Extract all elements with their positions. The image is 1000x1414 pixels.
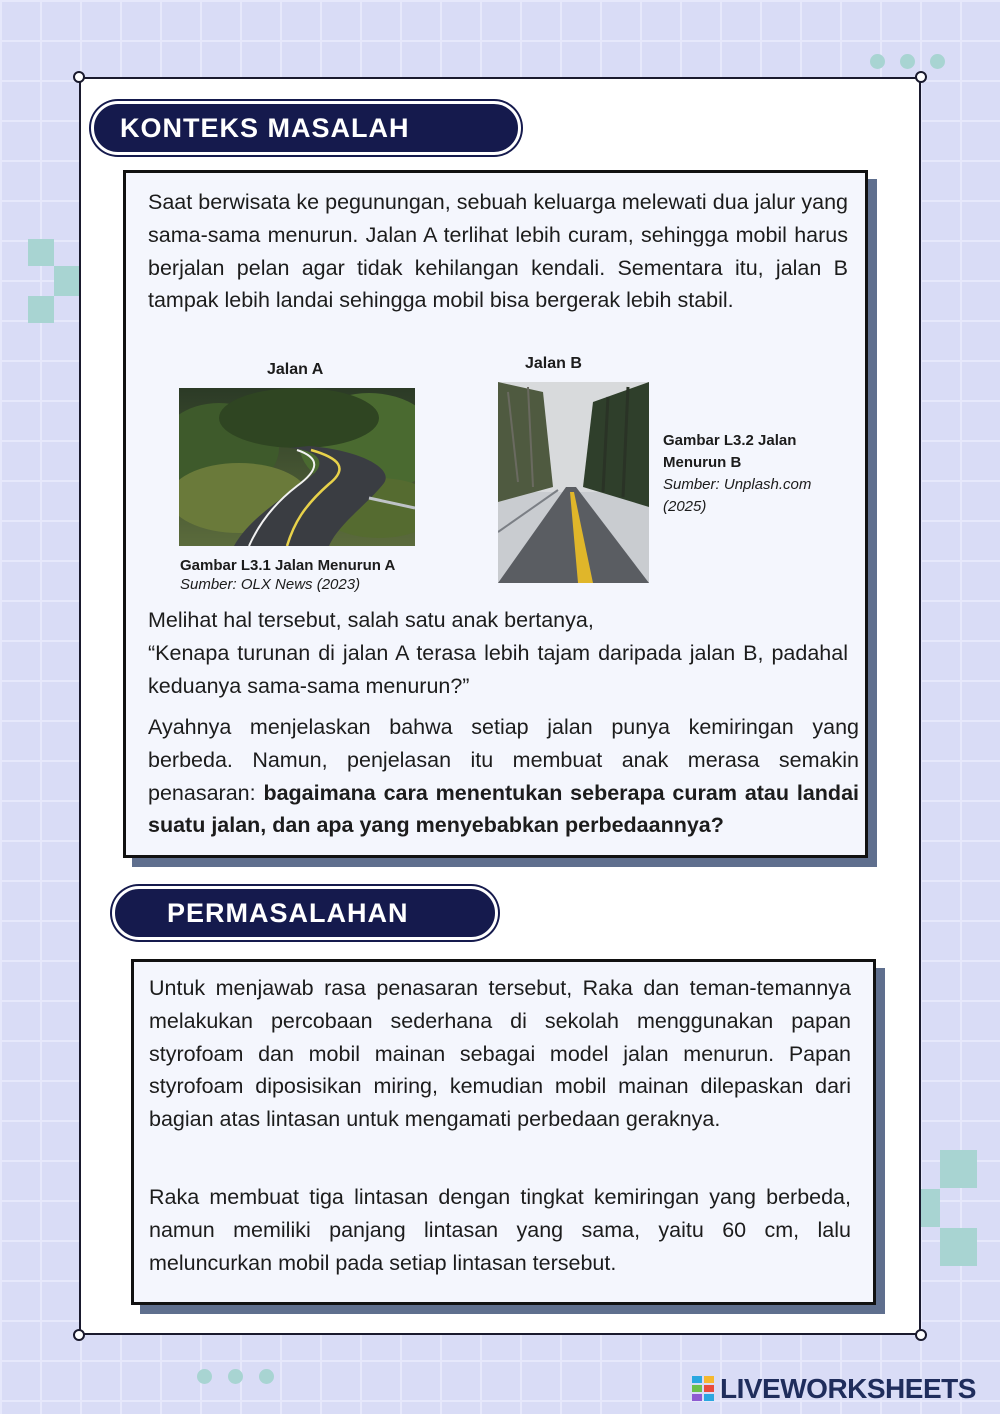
section-heading-text: KONTEKS MASALAH [120, 112, 410, 143]
decor-dot [930, 54, 945, 69]
section-heading-context [91, 101, 521, 155]
figure-a-caption-source: Sumber: OLX News (2023) [180, 576, 361, 593]
figure-a-label: Jalan A [267, 361, 324, 378]
explanation-text [148, 711, 859, 842]
explanation-bold: bagaimana cara menentukan seberapa curam atau landai suatu jalan, dan apa yang menyebabkan perbedaannya? [148, 780, 859, 838]
frame-corner [73, 71, 85, 83]
problem-paragraph-2: Raka membuat tiga lintasan dengan tingkat kemiringan yang berbeda, namun memiliki panjang lintasan yang sama, yaitu 60 cm, lalu meluncurkan mobil pada setiap lintasan tersebut. [149, 1185, 851, 1275]
figure-b-caption-source: Sumber: Unplash.com (2025) [663, 476, 812, 515]
frame-corner [915, 71, 927, 83]
decor-dot [259, 1369, 274, 1384]
decor-dot [900, 54, 915, 69]
decor-square [940, 1228, 977, 1266]
liveworksheets-logo[interactable] [692, 1374, 976, 1404]
figure-b-label: Jalan B [525, 355, 582, 372]
section-heading-text: PERMASALAHAN [167, 897, 409, 928]
question-intro-text: Melihat hal tersebut, salah satu anak bertanya, [148, 608, 594, 632]
road-b-image [498, 382, 649, 583]
figure-a-caption-title: Gambar L3.1 Jalan Menurun A [180, 557, 396, 574]
section-heading-problem [112, 886, 498, 940]
decor-square [921, 1189, 940, 1227]
decor-dot [228, 1369, 243, 1384]
figure-a-caption [180, 556, 440, 594]
frame-corner [915, 1329, 927, 1341]
figure-b-caption [663, 430, 843, 518]
liveworksheets-icon [692, 1376, 716, 1402]
explanation-plain: Ayahnya menjelaskan bahwa setiap jalan punya kemiringan yang berbeda. Namun, penjelasan itu membuat anak merasa semakin penasaran: [148, 715, 859, 805]
road-a-image [179, 388, 415, 546]
frame-corner [73, 1329, 85, 1341]
decor-square [54, 266, 80, 296]
figure-b-caption-title: Gambar L3.2 Jalan Menurun B [663, 432, 797, 471]
decor-dot [197, 1369, 212, 1384]
context-intro-text: Saat berwisata ke pegunungan, sebuah keluarga melewati dua jalur yang sama-sama menurun. Jalan A terlihat lebih curam, sehingga mobil harus berjalan pelan agar tidak kehilangan kendali. Sementara itu, jalan B tampak lebih landai sehingga mobil bisa bergerak lebih stabil. [148, 190, 848, 313]
decor-square [940, 1150, 977, 1188]
decor-square [28, 239, 54, 266]
brand-text: LIVEWORKSHEETS [720, 1373, 976, 1404]
question-text: “Kenapa turunan di jalan A terasa lebih tajam daripada jalan B, padahal keduanya sama-sama menurun?” [148, 641, 848, 698]
decor-square [28, 296, 54, 323]
problem-paragraph-1: Untuk menjawab rasa penasaran tersebut, Raka dan teman-temannya melakukan percobaan sederhana di sekolah menggunakan papan styrofoam dan mobil mainan sebagai model jalan menurun. Papan styrofoam diposisikan miring, kemudian mobil mainan dilepaskan dari bagian atas lintasan untuk mengamati perbedaan geraknya. [149, 976, 851, 1132]
decor-dot [870, 54, 885, 69]
